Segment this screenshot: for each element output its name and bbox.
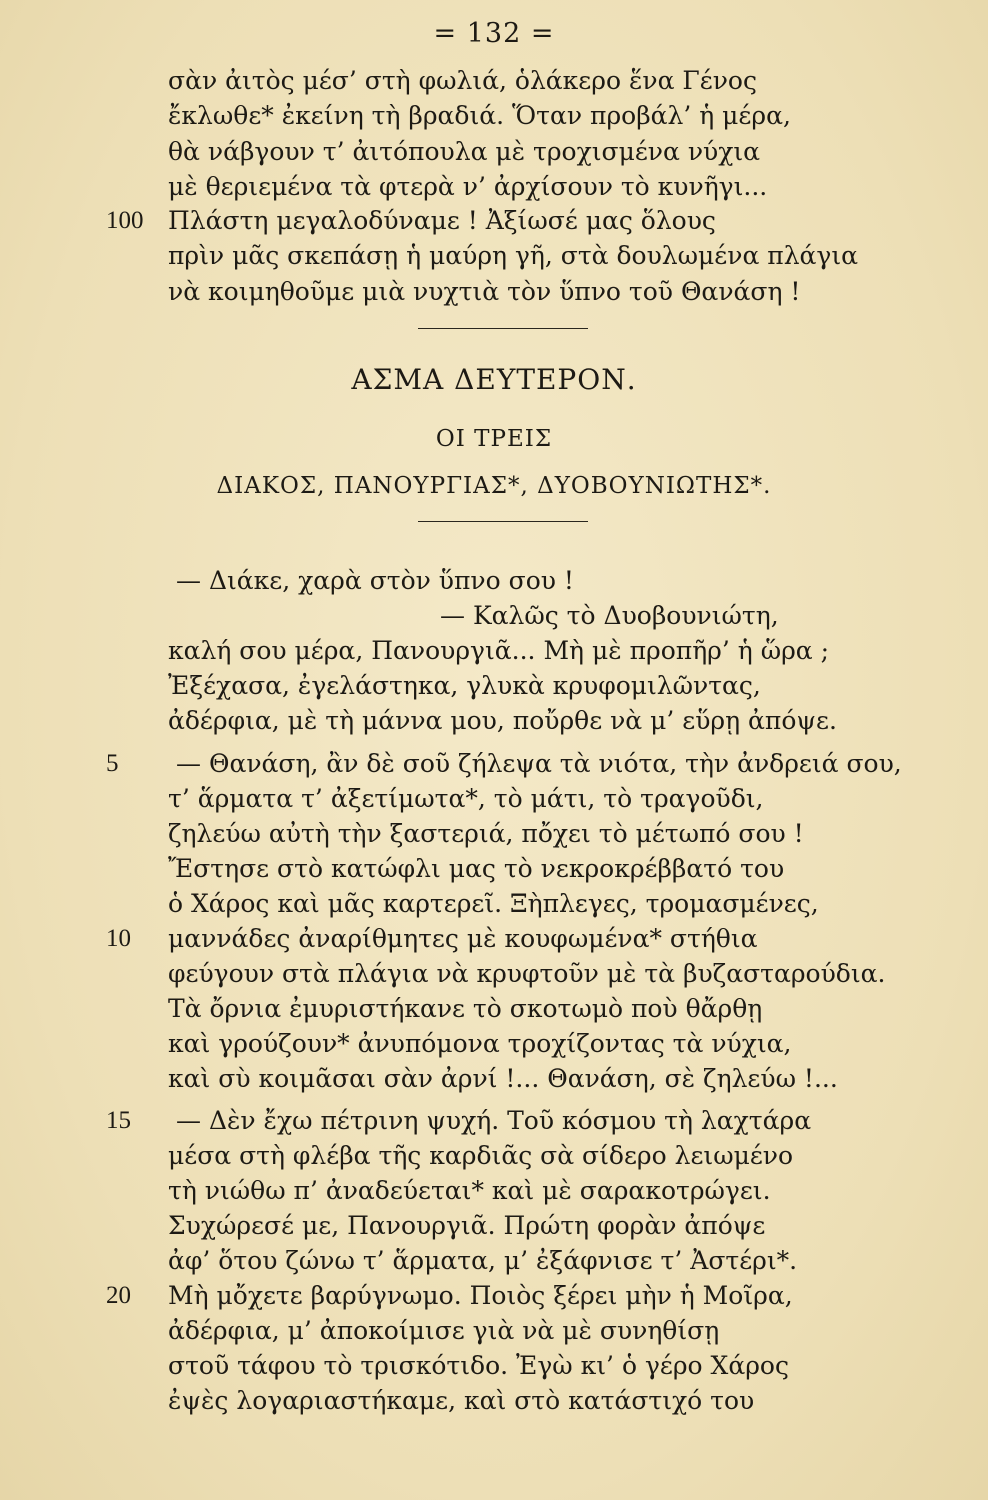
song-subtitle: ΟΙ ΤΡΕΙΣ bbox=[435, 426, 553, 452]
verse-line: φεύγουν στὰ πλάγια νὰ κρυφτοῦν μὲ τὰ βυζασταρούδια. bbox=[168, 959, 886, 988]
divider bbox=[418, 328, 588, 329]
verse-line: καλή σου μέρα, Πανουργιᾶ... Μὴ μὲ προπῆρ’ ἡ ὥρα ; bbox=[168, 636, 830, 665]
verse-line: Τὰ ὄρνια ἐμυριστήκανε τὸ σκοτωμὸ ποὺ θἄρθῃ bbox=[168, 994, 763, 1023]
page-number: = 132 = bbox=[433, 18, 555, 49]
verse-line: θὰ νάβγουν τ’ ἀιτόπουλα μὲ τροχισμένα νύχια bbox=[168, 137, 761, 166]
line-number: 10 bbox=[106, 925, 131, 952]
verse-line: Ἔστησε στὸ κατώφλι μας τὸ νεκροκρέββατό του bbox=[168, 854, 785, 883]
verse-line: ἀδέρφια, μ’ ἀποκοίμισε γιὰ νὰ μὲ συνηθίσῃ bbox=[168, 1316, 720, 1345]
divider bbox=[418, 521, 588, 522]
verse-line: καὶ γρούζουν* ἀνυπόμονα τροχίζοντας τὰ νύχια, bbox=[168, 1029, 792, 1058]
verse-line: σὰν ἀιτὸς μέσ’ στὴ φωλιά, ὁλάκερο ἕνα Γένος bbox=[168, 66, 757, 95]
verse-line: νὰ κοιμηθοῦμε μιὰ νυχτιὰ τὸν ὕπνο τοῦ Θανάση ! bbox=[168, 277, 801, 306]
verse-line: Συχώρεσέ με, Πανουργιᾶ. Πρώτη φορὰν ἀπόψε bbox=[168, 1211, 766, 1240]
song-title: ΑΣΜΑ ΔΕΥΤΕΡΟΝ. bbox=[351, 363, 637, 396]
verse-line: πρὶν μᾶς σκεπάσῃ ἡ μαύρη γῆ, στὰ δουλωμένα πλάγια bbox=[168, 241, 859, 270]
verse-line: τ’ ἅρματα τ’ ἀξετίμωτα*, τὸ μάτι, τὸ τραγοῦδι, bbox=[168, 784, 764, 813]
verse-line: ζηλεύω αὐτὴ τὴν ξαστεριά, πὄχει τὸ μέτωπό σου ! bbox=[168, 819, 804, 848]
line-number: 20 bbox=[106, 1282, 131, 1309]
verse-line: Μὴ μὄχετε βαρύγνωμο. Ποιὸς ξέρει μὴν ἡ Μοῖρα, bbox=[168, 1281, 793, 1310]
verse-line: στοῦ τάφου τὸ τρισκότιδο. Ἐγὼ κι’ ὁ γέρο Χάρος bbox=[168, 1351, 789, 1380]
verse-line: ἔκλωθε* ἐκείνη τὴ βραδιά. Ὅταν προβάλ’ ἡ μέρα, bbox=[168, 101, 791, 130]
verse-line: Ἐξέχασα, ἐγελάστηκα, γλυκὰ κρυφομιλῶντας, bbox=[168, 671, 761, 700]
line-number: 100 bbox=[106, 207, 144, 234]
verse-line: — Δὲν ἔχω πέτρινη ψυχή. Τοῦ κόσμου τὴ λαχτάρα bbox=[176, 1106, 812, 1135]
verse-line: μὲ θεριεμένα τὰ φτερὰ ν’ ἀρχίσουν τὸ κυνῆγι... bbox=[168, 172, 768, 201]
verse-line: ἀφ’ ὅτου ζώνω τ’ ἅρματα, μ’ ἐξάφνισε τ’ Ἀστέρι*. bbox=[168, 1246, 798, 1275]
verse-line: τὴ νιώθω π’ ἀναδεύεται* καὶ μὲ σαρακοτρώγει. bbox=[168, 1176, 771, 1205]
verse-line: μαννάδες ἀναρίθμητες μὲ κουφωμένα* στήθια bbox=[168, 924, 758, 953]
verse-line: — Θανάση, ἂν δὲ σοῦ ζήλεψα τὰ νιότα, τὴν ἀνδρειά σου, bbox=[176, 749, 902, 778]
verse-line: — Διάκε, χαρὰ στὸν ὕπνο σου ! bbox=[176, 566, 574, 595]
verse-line: Πλάστη μεγαλοδύναμε ! Ἀξίωσέ μας ὅλους bbox=[168, 206, 716, 235]
verse-line: — Καλῶς τὸ Δυοβουνιώτη, bbox=[440, 601, 779, 630]
verse-line: μέσα στὴ φλέβα τῆς καρδιᾶς σὰ σίδερο λειωμένο bbox=[168, 1141, 794, 1170]
verse-line: καὶ σὺ κοιμᾶσαι σὰν ἀρνί !... Θανάση, σὲ ζηλεύω !... bbox=[168, 1064, 838, 1093]
verse-line: ἐψὲς λογαριαστήκαμε, καὶ στὸ κατάστιχό του bbox=[168, 1386, 755, 1415]
line-number: 15 bbox=[106, 1107, 131, 1134]
song-characters: ΔΙΑΚΟΣ, ΠΑΝΟΥΡΓΙΑΣ*, ΔΥΟΒΟΥΝΙΩΤΗΣ*. bbox=[216, 473, 772, 499]
line-number: 5 bbox=[106, 750, 119, 777]
verse-line: ἀδέρφια, μὲ τὴ μάννα μου, ποὔρθε νὰ μ’ εὕρῃ ἀπόψε. bbox=[168, 706, 837, 735]
verse-line: ὁ Χάρος καὶ μᾶς καρτερεῖ. Ξὴπλεγες, τρομασμένες, bbox=[168, 889, 819, 918]
